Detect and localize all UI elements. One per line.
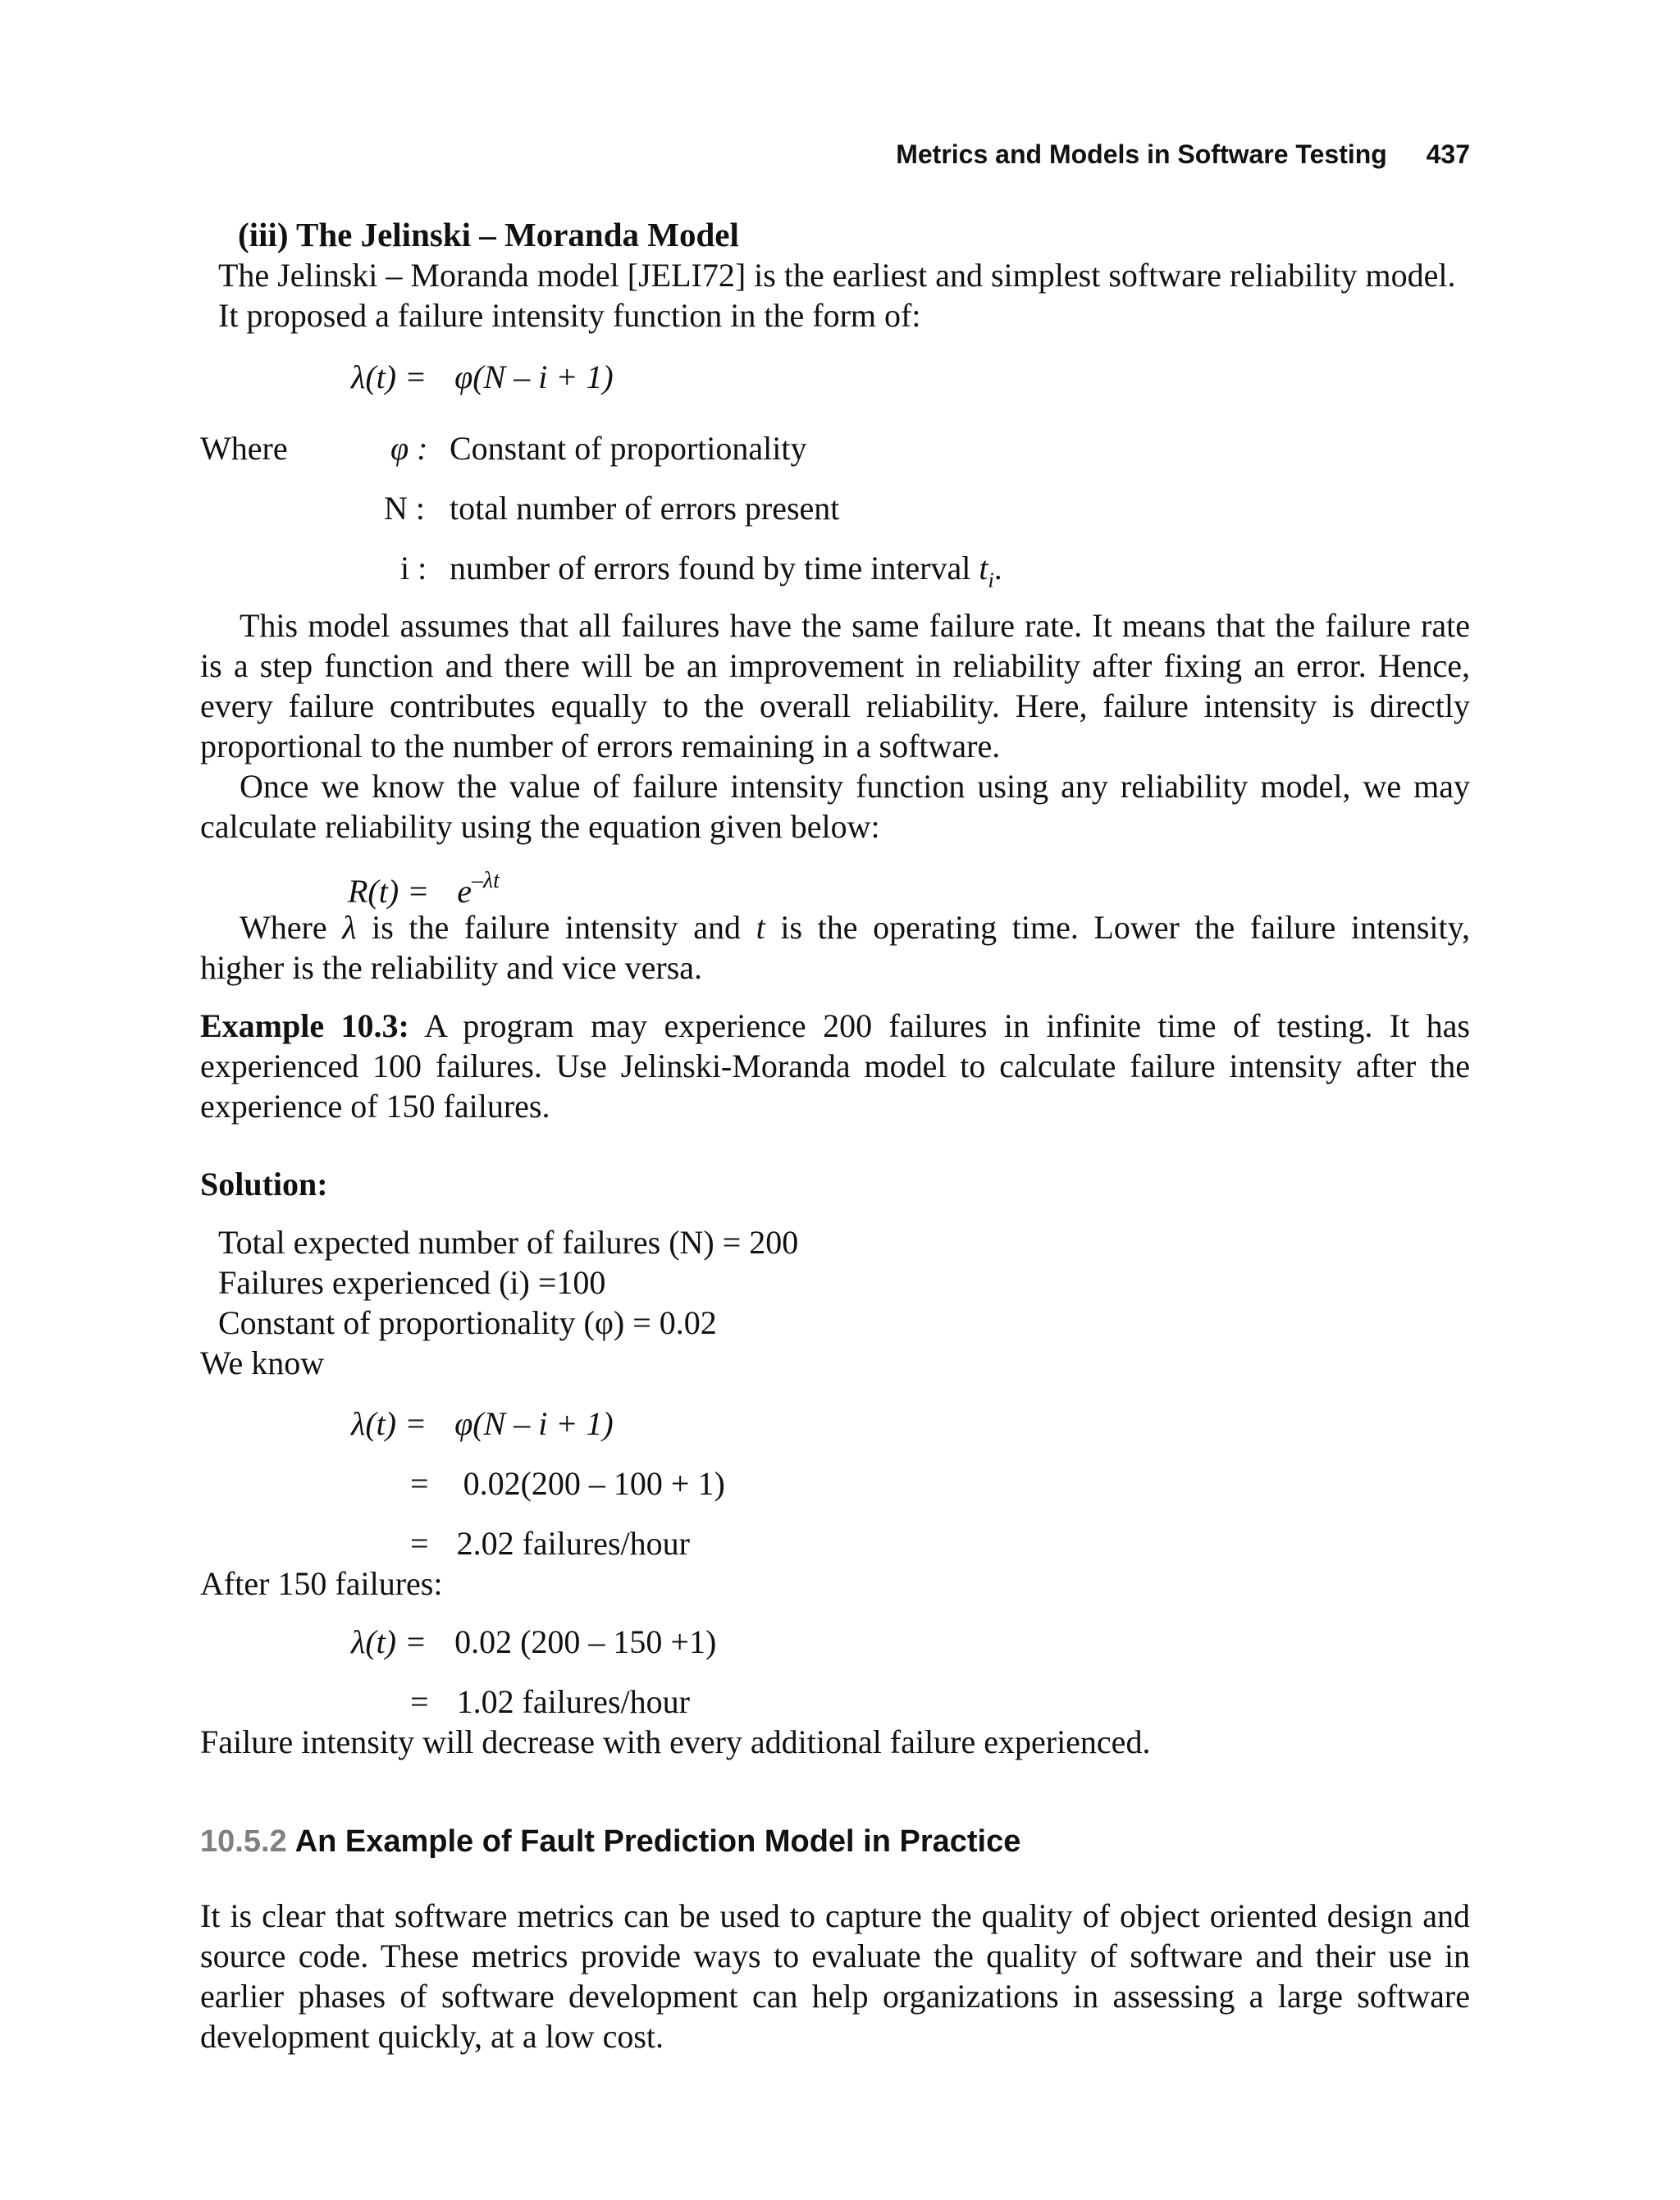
def-i-text: number of errors found by time interval $t_i$. [450,550,1002,592]
def-phi-text: Constant of proportionality [450,430,807,467]
paragraph-lambda: Where λ is the failure intensity and t is the operating time. Lower the failure intensity, higher is the reliability and vice versa. [200,909,1471,986]
def-n-symbol: N : [384,490,425,527]
solution-step-2: = 0.02(200 – 100 + 1) [410,1465,725,1502]
paragraph-reliability: Once we know the value of failure intensity function using any reliability model, we may calculate reliability using the equation given below: [200,768,1470,845]
equation-failure-intensity [351,358,614,396]
page-number: 437 [1426,139,1470,169]
jm-intro-line-2: It proposed a failure intensity function in the form of: [218,297,921,334]
solution-step-5: = 1.02 failures/hour [410,1683,690,1720]
def-n-text: total number of errors present [450,490,840,527]
solution-step-3: = 2.02 failures/hour [410,1525,690,1562]
solution-label: Solution: [200,1166,328,1203]
conclusion: Failure intensity will decrease with every additional failure experienced. [200,1723,1151,1760]
where-label: Where [200,430,288,467]
running-header [896,139,1470,170]
solution-step-1: λ(t) = φ(N – i + 1) [351,1405,614,1442]
given-total-failures: Total expected number of failures (N) = 200 [218,1224,799,1261]
given-constant: Constant of proportionality (φ) = 0.02 [218,1304,717,1341]
section-title: An Example of Fault Prediction Model in Practice [294,1824,1021,1859]
eq1-rhs: φ(N – i + 1) [454,358,614,395]
we-know: We know [200,1344,325,1381]
section-number: 10.5.2 [200,1824,287,1859]
equation-reliability: $R(t) = e^{-\lambda t}$ [348,868,500,910]
section-paragraph: It is clear that software metrics can be used to capture the quality of object oriented design and source code. These metrics provide ways to evaluate the quality of software and their use in earlier phases of software development can help organizations in assessing a large software development quickly, at a low cost. [200,1897,1470,2055]
section-heading [200,1821,1020,1860]
eq1-lhs: λ(t) = [351,358,427,395]
jm-heading: (iii) The Jelinski – Moranda Model [238,216,739,253]
jm-intro-line-1: The Jelinski – Moranda model [JELI72] is the earliest and simplest software reliability model. [218,257,1456,294]
example-10-3: Example 10.3: A program may experience 200 failures in infinite time of testing. It has experienced 100 failures. Use Jelinski-Moranda model to calculate failure intensity after the experience of 150 failures. [200,1007,1471,1125]
solution-step-4: λ(t) = 0.02 (200 – 150 +1) [351,1623,717,1660]
def-i-symbol: i : [400,550,427,587]
given-failures-experienced: Failures experienced (i) =100 [218,1264,606,1301]
paragraph-assumptions: This model assumes that all failures have the same failure rate. It means that the failure rate is a step function and there will be an improvement in reliability after fixing an error. Hence, every failure contributes equally to the overall reliability. Here, failure intensity is directly proportional to the number of errors remaining in a software. [200,607,1470,765]
running-title: Metrics and Models in Software Testing [896,139,1387,169]
def-phi-symbol: φ : [390,430,428,467]
after-150-failures: After 150 failures: [200,1565,443,1602]
example-label: Example 10.3: [200,1007,409,1044]
